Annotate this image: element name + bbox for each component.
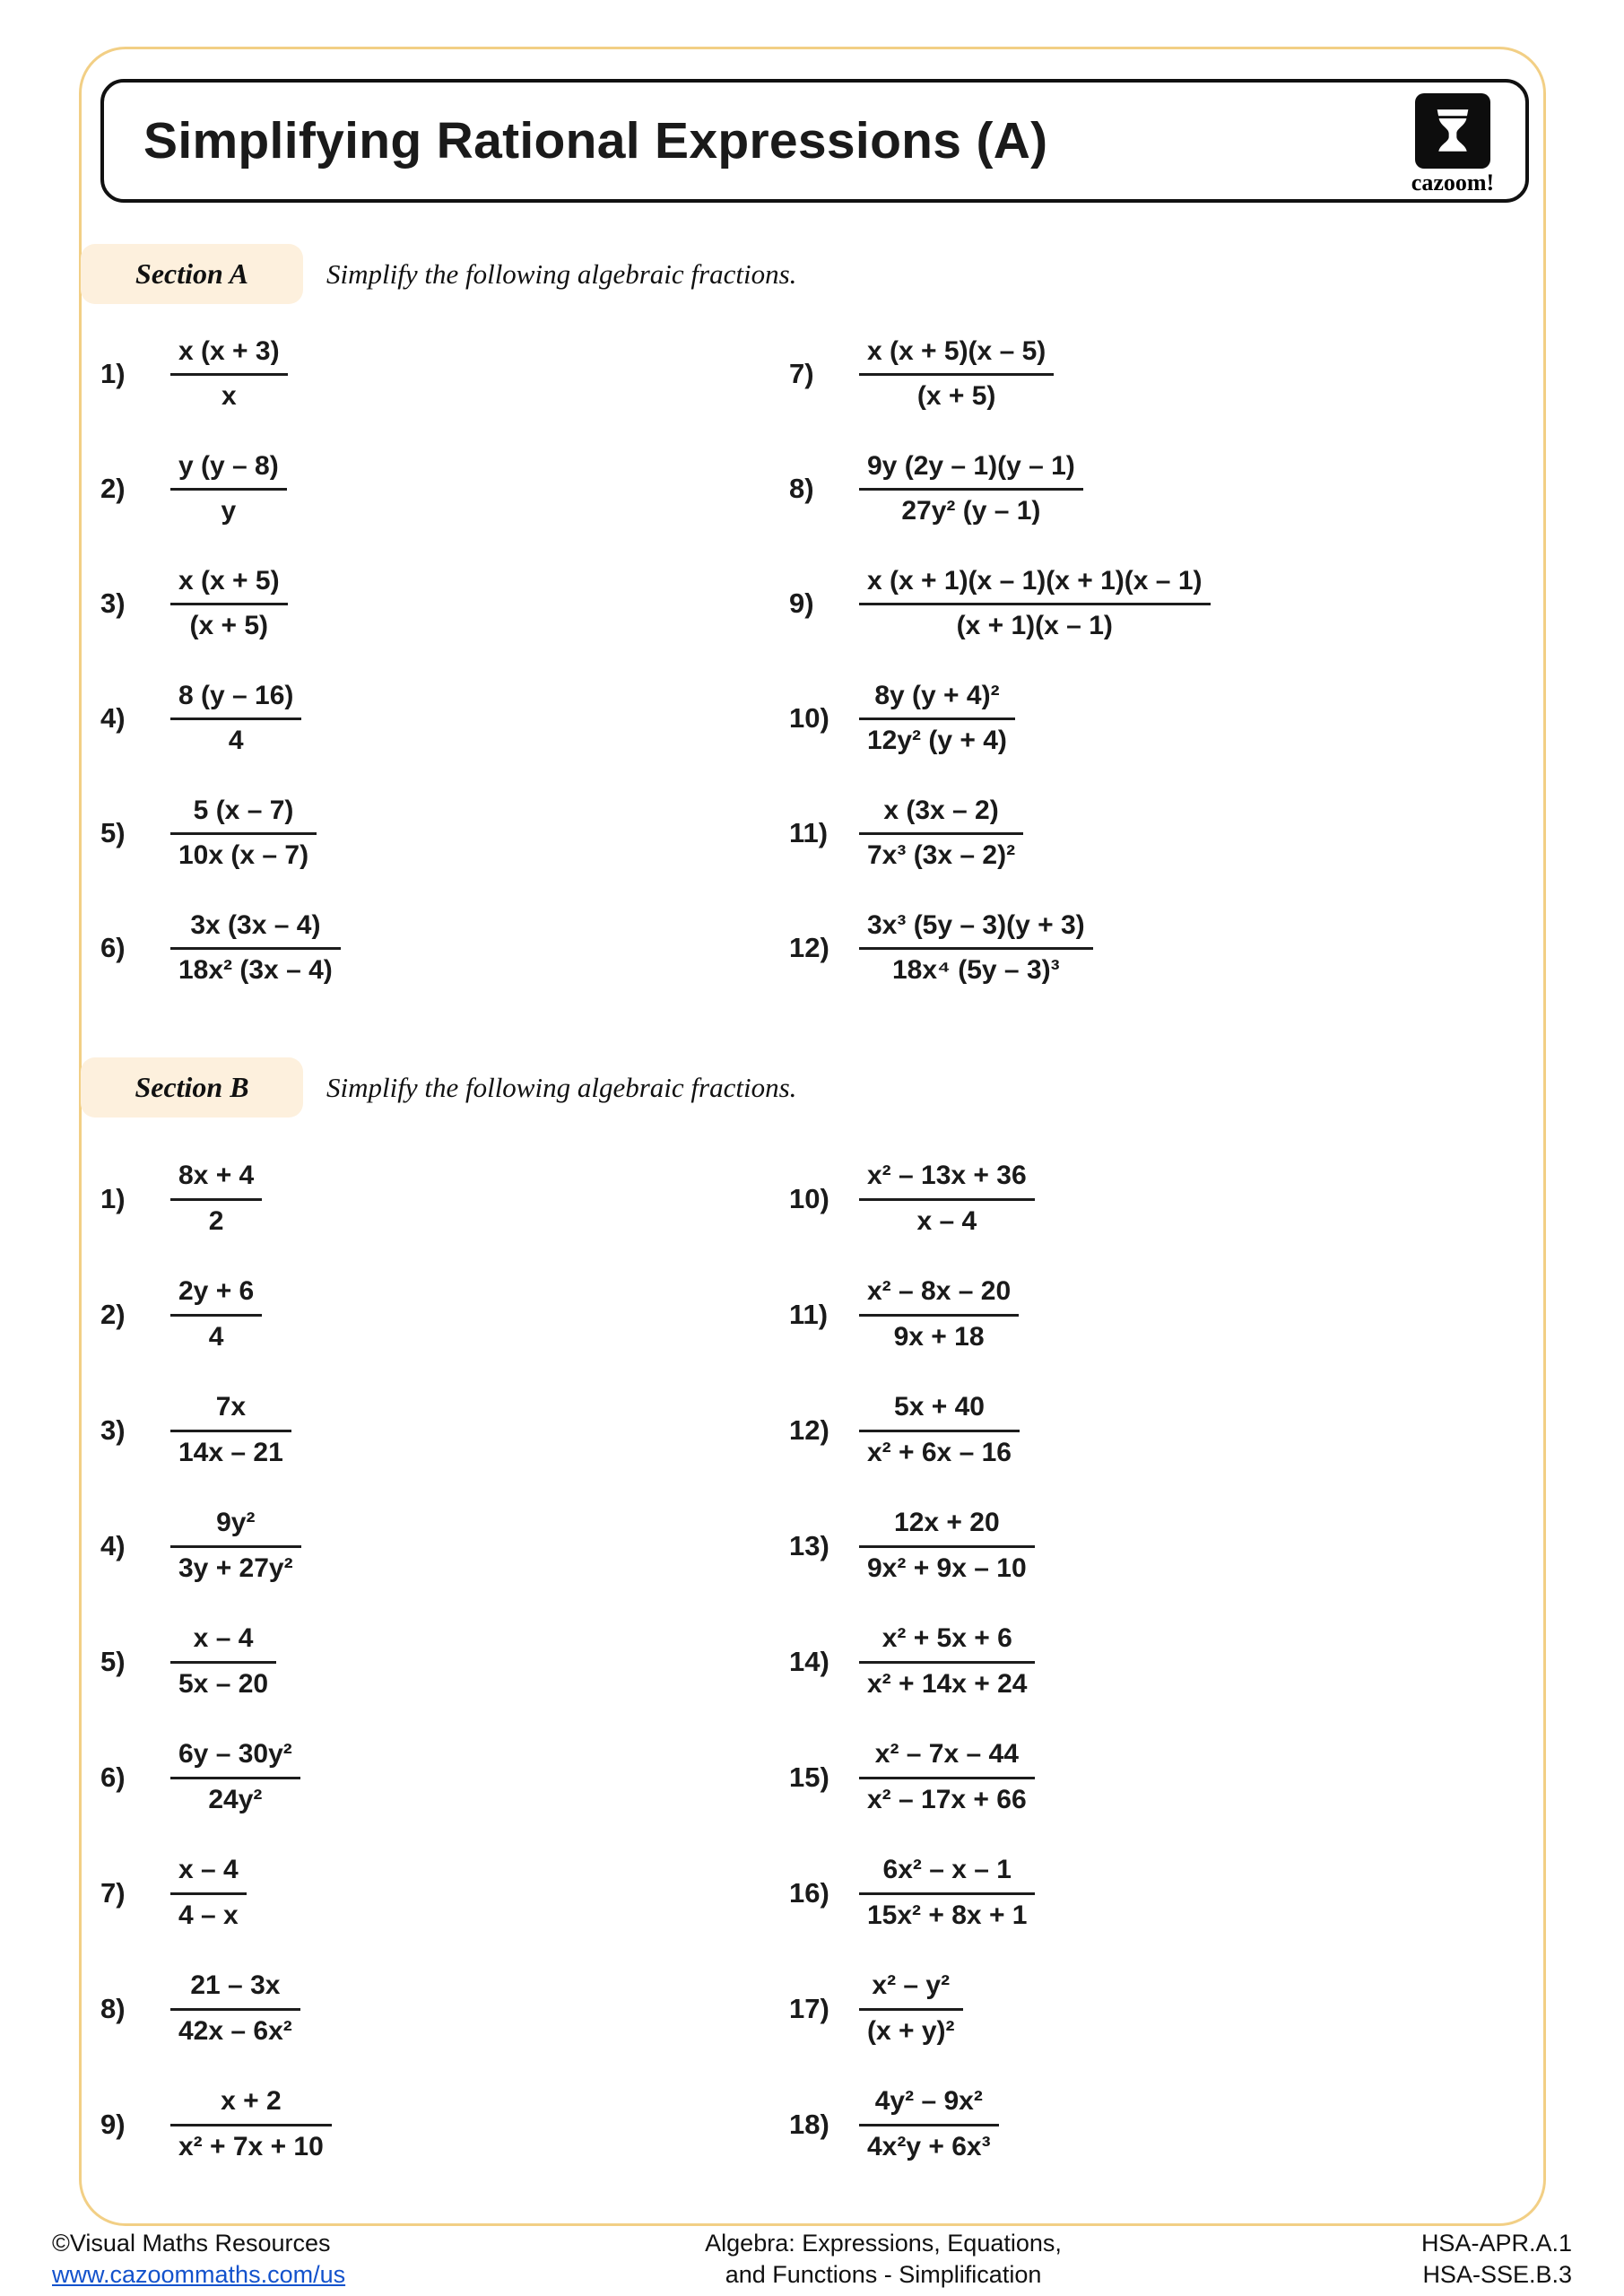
fraction-denominator: x² + 14x + 24 <box>867 1668 1028 1699</box>
fraction-numerator: x (3x – 2) <box>859 796 1023 836</box>
fraction <box>859 1855 1035 1931</box>
problem-number: 7) <box>100 1876 126 1909</box>
fraction-denominator: 4x²y + 6x³ <box>867 2131 991 2161</box>
problem-number: 11) <box>789 1298 829 1330</box>
problem <box>789 2066 1534 2182</box>
fraction-numerator: x² – 8x – 20 <box>859 1276 1019 1317</box>
fraction-numerator: 3x³ (5y – 3)(y + 3) <box>859 910 1093 951</box>
problem <box>100 1257 789 1372</box>
problem <box>100 2066 789 2182</box>
drum-icon <box>1415 93 1490 169</box>
fraction-numerator: 9y (2y – 1)(y – 1) <box>859 451 1083 491</box>
worksheet-footer <box>52 2228 1572 2291</box>
cazoom-logo <box>1403 93 1502 196</box>
fraction-numerator: 3x (3x – 4) <box>170 910 341 951</box>
problem-number: 6) <box>100 1761 126 1793</box>
fraction-numerator: 8x + 4 <box>170 1161 262 1201</box>
fraction-denominator: 15x² + 8x + 1 <box>867 1900 1028 1930</box>
fraction <box>859 1161 1035 1237</box>
fraction <box>170 1623 276 1700</box>
problem-number: 10) <box>789 702 829 734</box>
fraction-denominator: (x + 5) <box>916 381 996 411</box>
fraction-numerator: x² – y² <box>859 1970 963 2011</box>
fraction-denominator: 42x – 6x² <box>178 2015 292 2046</box>
fraction <box>859 796 1023 872</box>
fraction-numerator: 4y² – 9x² <box>859 2086 999 2126</box>
problem-number: 8) <box>100 1992 126 2024</box>
fraction-denominator: 4 <box>228 726 244 755</box>
footer-standards <box>1421 2228 1572 2291</box>
fraction-denominator: 12y² (y + 4) <box>867 726 1007 755</box>
problem-number: 3) <box>100 1413 126 1446</box>
problem <box>789 317 1534 431</box>
fraction-numerator: 8 (y – 16) <box>170 681 301 721</box>
problem <box>100 891 789 1005</box>
fraction-denominator: 3y + 27y² <box>178 1552 293 1583</box>
section-a-instruction: Simplify the following algebraic fractions. <box>326 257 797 290</box>
section-a-problems <box>100 317 1534 1005</box>
fraction-denominator: x <box>221 381 237 411</box>
footer-website-link[interactable]: www.cazoommaths.com/us <box>52 2261 346 2288</box>
fraction-denominator: 2 <box>208 1205 224 1236</box>
problem-number: 14) <box>789 1645 829 1677</box>
fraction <box>859 1508 1035 1584</box>
problem-number: 7) <box>789 358 814 389</box>
fraction <box>170 2086 332 2162</box>
logo-wordmark: cazoom! <box>1411 170 1495 196</box>
problem-number: 12) <box>789 1413 829 1446</box>
fraction <box>859 2086 999 2162</box>
fraction-numerator: 6y – 30y² <box>170 1739 300 1779</box>
fraction-numerator: 6x² – x – 1 <box>859 1855 1035 1895</box>
problem <box>789 1951 1534 2066</box>
fraction-numerator: 12x + 20 <box>859 1508 1035 1548</box>
fraction-numerator: 7x <box>170 1392 291 1432</box>
problem-number: 3) <box>100 587 126 619</box>
problem-number: 2) <box>100 473 126 504</box>
fraction <box>859 681 1015 757</box>
fraction-denominator: x – 4 <box>916 1205 977 1236</box>
fraction-numerator: x – 4 <box>170 1623 276 1664</box>
fraction-numerator: x² – 7x – 44 <box>859 1739 1035 1779</box>
problem-number: 1) <box>100 358 126 389</box>
fraction-numerator: x + 2 <box>170 2086 332 2126</box>
problem-number: 18) <box>789 2108 829 2140</box>
problem <box>100 1835 789 1951</box>
problem-number: 4) <box>100 702 126 734</box>
problem <box>100 1719 789 1835</box>
fraction-numerator: x² – 13x + 36 <box>859 1161 1035 1201</box>
fraction <box>170 451 287 527</box>
page-title: Simplifying Rational Expressions (A) <box>143 112 1048 170</box>
section-a-label: Section A <box>81 244 303 304</box>
fraction <box>859 1739 1035 1815</box>
problem <box>100 1488 789 1604</box>
fraction-numerator: 21 – 3x <box>170 1970 300 2011</box>
fraction-denominator: 4 – x <box>178 1900 239 1930</box>
problem-number: 1) <box>100 1182 126 1214</box>
problem <box>100 431 789 546</box>
problem <box>789 1835 1534 1951</box>
problem <box>789 1372 1534 1488</box>
section-b-problems <box>100 1141 1534 2182</box>
problem-number: 11) <box>789 817 829 848</box>
fraction-denominator: 24y² <box>208 1784 263 1814</box>
footer-standard-code-2: HSA-SSE.B.3 <box>1422 2261 1572 2288</box>
problem <box>789 1719 1534 1835</box>
problem <box>789 1488 1534 1604</box>
problem-number: 4) <box>100 1529 126 1561</box>
fraction-denominator: 27y² (y – 1) <box>901 496 1041 526</box>
problem <box>100 1141 789 1257</box>
fraction <box>170 336 288 413</box>
problem-number: 5) <box>100 1645 126 1677</box>
problem <box>789 431 1534 546</box>
problem <box>789 1257 1534 1372</box>
fraction <box>170 1508 301 1584</box>
fraction-denominator: x² + 7x + 10 <box>178 2131 324 2161</box>
fraction <box>170 566 288 642</box>
problem-number: 16) <box>789 1876 829 1909</box>
fraction-denominator: 18x⁴ (5y – 3)³ <box>892 955 1060 985</box>
fraction-denominator: 7x³ (3x – 2)² <box>867 840 1016 870</box>
fraction-denominator: 10x (x – 7) <box>178 840 309 870</box>
problem <box>100 1604 789 1719</box>
fraction-denominator: (x + y)² <box>867 2015 955 2046</box>
problem-number: 12) <box>789 932 829 963</box>
fraction-numerator: 5x + 40 <box>859 1392 1020 1432</box>
fraction-denominator: (x + 1)(x – 1) <box>956 611 1113 640</box>
fraction-denominator: x² + 6x – 16 <box>867 1437 1012 1467</box>
section-b-header <box>81 1057 1624 1118</box>
fraction-numerator: 8y (y + 4)² <box>859 681 1015 721</box>
fraction <box>859 1392 1020 1468</box>
fraction-denominator: 9x + 18 <box>893 1321 985 1352</box>
fraction-denominator: y <box>221 496 237 526</box>
fraction <box>859 910 1093 987</box>
fraction <box>859 1276 1019 1352</box>
footer-topic-line1: Algebra: Expressions, Equations, <box>705 2230 1062 2257</box>
problem <box>100 546 789 661</box>
problem <box>100 317 789 431</box>
section-b-instruction: Simplify the following algebraic fractions. <box>326 1071 797 1103</box>
problem-number: 8) <box>789 473 814 504</box>
fraction <box>170 1392 291 1468</box>
footer-center <box>705 2228 1062 2291</box>
problem <box>100 1951 789 2066</box>
fraction-numerator: x (x + 1)(x – 1)(x + 1)(x – 1) <box>859 566 1211 606</box>
fraction <box>859 451 1083 527</box>
fraction-denominator: 14x – 21 <box>178 1437 283 1467</box>
problem <box>100 661 789 776</box>
fraction-numerator: 5 (x – 7) <box>170 796 317 836</box>
fraction <box>170 1970 300 2047</box>
fraction <box>170 681 301 757</box>
fraction-denominator: 4 <box>208 1321 224 1352</box>
problem-number: 10) <box>789 1182 829 1214</box>
fraction-denominator: (x + 5) <box>189 611 269 640</box>
problem <box>100 1372 789 1488</box>
fraction <box>170 1161 262 1237</box>
footer-left <box>52 2228 345 2291</box>
fraction-numerator: 9y² <box>170 1508 301 1548</box>
fraction-numerator: x (x + 3) <box>170 336 288 377</box>
problem-number: 5) <box>100 817 126 848</box>
fraction-numerator: 2y + 6 <box>170 1276 262 1317</box>
footer-copyright: ©Visual Maths Resources <box>52 2230 331 2257</box>
footer-standard-code-1: HSA-APR.A.1 <box>1420 2230 1572 2257</box>
problem <box>789 776 1534 891</box>
problem <box>789 891 1534 1005</box>
fraction <box>170 1739 300 1815</box>
problem-number: 9) <box>100 2108 126 2140</box>
fraction-denominator: 5x – 20 <box>178 1668 269 1699</box>
fraction <box>859 1623 1035 1700</box>
footer-topic-line2: and Functions - Simplification <box>725 2261 1042 2288</box>
fraction <box>859 566 1211 642</box>
section-a-header <box>81 244 1624 304</box>
problem-number: 13) <box>789 1529 829 1561</box>
section-b-label: Section B <box>81 1057 303 1118</box>
fraction-denominator: x² – 17x + 66 <box>867 1784 1027 1814</box>
problem-number: 17) <box>789 1992 829 2024</box>
problem-number: 9) <box>789 587 814 619</box>
problem <box>789 1141 1534 1257</box>
fraction-numerator: x (x + 5)(x – 5) <box>859 336 1054 377</box>
fraction-numerator: y (y – 8) <box>170 451 287 491</box>
fraction <box>170 1276 262 1352</box>
problem <box>789 1604 1534 1719</box>
fraction-denominator: 9x² + 9x – 10 <box>867 1552 1027 1583</box>
problem <box>789 661 1534 776</box>
problem-number: 2) <box>100 1298 126 1330</box>
problem-number: 15) <box>789 1761 829 1793</box>
worksheet-header <box>100 79 1529 203</box>
fraction <box>170 910 341 987</box>
problem-number: 6) <box>100 932 126 963</box>
fraction <box>170 1855 247 1931</box>
problem <box>789 546 1534 661</box>
fraction-numerator: x (x + 5) <box>170 566 288 606</box>
fraction-numerator: x – 4 <box>170 1855 247 1895</box>
fraction-numerator: x² + 5x + 6 <box>859 1623 1035 1664</box>
problem <box>100 776 789 891</box>
fraction <box>859 1970 963 2047</box>
fraction-denominator: 18x² (3x – 4) <box>178 955 333 985</box>
fraction <box>859 336 1054 413</box>
fraction <box>170 796 317 872</box>
